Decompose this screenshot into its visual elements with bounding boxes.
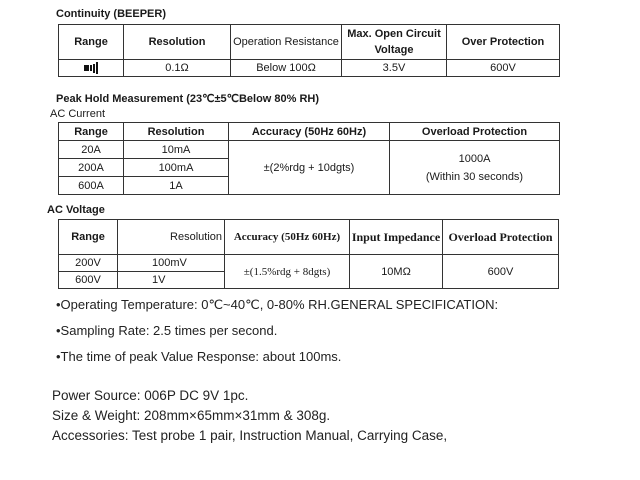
accessories: Accessories: Test probe 1 pair, Instruction Manual, Carrying Case,: [52, 428, 448, 443]
input-cell: 10MΩ: [350, 255, 443, 289]
table-row: [59, 60, 560, 77]
ac-current-subtitle: AC Current: [50, 108, 106, 120]
table-header-row: [59, 25, 560, 60]
beeper-icon: [84, 62, 98, 74]
table-header-row: [59, 123, 560, 141]
table-row: [59, 255, 559, 272]
col-input-impedance: Input Impedance: [350, 220, 443, 255]
overload-cell: [390, 141, 560, 195]
range-cell: 20A: [59, 141, 124, 159]
resolution-cell: 0.1Ω: [124, 60, 231, 77]
continuity-title: Continuity (BEEPER): [56, 8, 166, 20]
size-weight: Size & Weight: 208mm×65mm×31mm & 308g.: [52, 408, 331, 423]
range-cell: 200V: [59, 255, 118, 272]
accuracy-cell: ±(2%rdg + 10dgts): [229, 141, 390, 195]
resolution-cell: 10mA: [124, 141, 229, 159]
continuity-table: [58, 24, 560, 77]
protection-cell: 600V: [447, 60, 560, 77]
col-accuracy: [225, 220, 350, 255]
resolution-cell: 100mV: [118, 255, 225, 272]
col-resolution: Resolution: [124, 25, 231, 60]
range-cell: 600V: [59, 272, 118, 289]
col-resolution: Resolution: [118, 220, 225, 255]
power-source: Power Source: 006P DC 9V 1pc.: [52, 388, 249, 403]
operation-cell: Below 100Ω: [231, 60, 342, 77]
overload-value: 1000A: [458, 152, 491, 165]
col-accuracy: Accuracy (50Hz 60Hz): [229, 123, 390, 141]
range-cell: [59, 60, 124, 77]
col-range: Range: [59, 123, 124, 141]
range-cell: 600A: [59, 177, 124, 195]
table-row: [59, 141, 560, 159]
col-overload: Overload Protection: [390, 123, 560, 141]
ac-voltage-table: [58, 219, 559, 289]
col-open-voltage: Max. Open Circuit Voltage: [342, 25, 447, 60]
range-cell: 200A: [59, 159, 124, 177]
col-operation-resistance: Operation Resistance: [231, 25, 342, 60]
resolution-cell: 1A: [124, 177, 229, 195]
col-range: Range: [59, 220, 118, 255]
spec-peak-response: •The time of peak Value Response: about 100ms.: [56, 349, 342, 364]
accuracy-label: Accuracy (50Hz 60Hz): [233, 231, 341, 243]
ac-current-table: [58, 122, 560, 195]
overload-note: (Within 30 seconds): [425, 170, 524, 183]
col-overload: Overload Protection: [443, 220, 559, 255]
peak-hold-title: Peak Hold Measurement (23℃±5℃Below 80% RH): [56, 93, 320, 105]
overload-cell: 600V: [443, 255, 559, 289]
table-header-row: [59, 220, 559, 255]
col-range: Range: [59, 25, 124, 60]
resolution-cell: 1V: [118, 272, 225, 289]
accuracy-cell: ±(1.5%rdg + 8dgts): [225, 255, 350, 289]
ac-voltage-title: AC Voltage: [47, 204, 105, 216]
spec-sampling-rate: •Sampling Rate: 2.5 times per second.: [56, 323, 278, 338]
voltage-cell: 3.5V: [342, 60, 447, 77]
col-over-protection: Over Protection: [447, 25, 560, 60]
spec-operating-temperature: •Operating Temperature: 0℃~40℃, 0-80% RH.GENERAL SPECIFICATION:: [56, 297, 499, 312]
col-resolution: Resolution: [124, 123, 229, 141]
resolution-cell: 100mA: [124, 159, 229, 177]
